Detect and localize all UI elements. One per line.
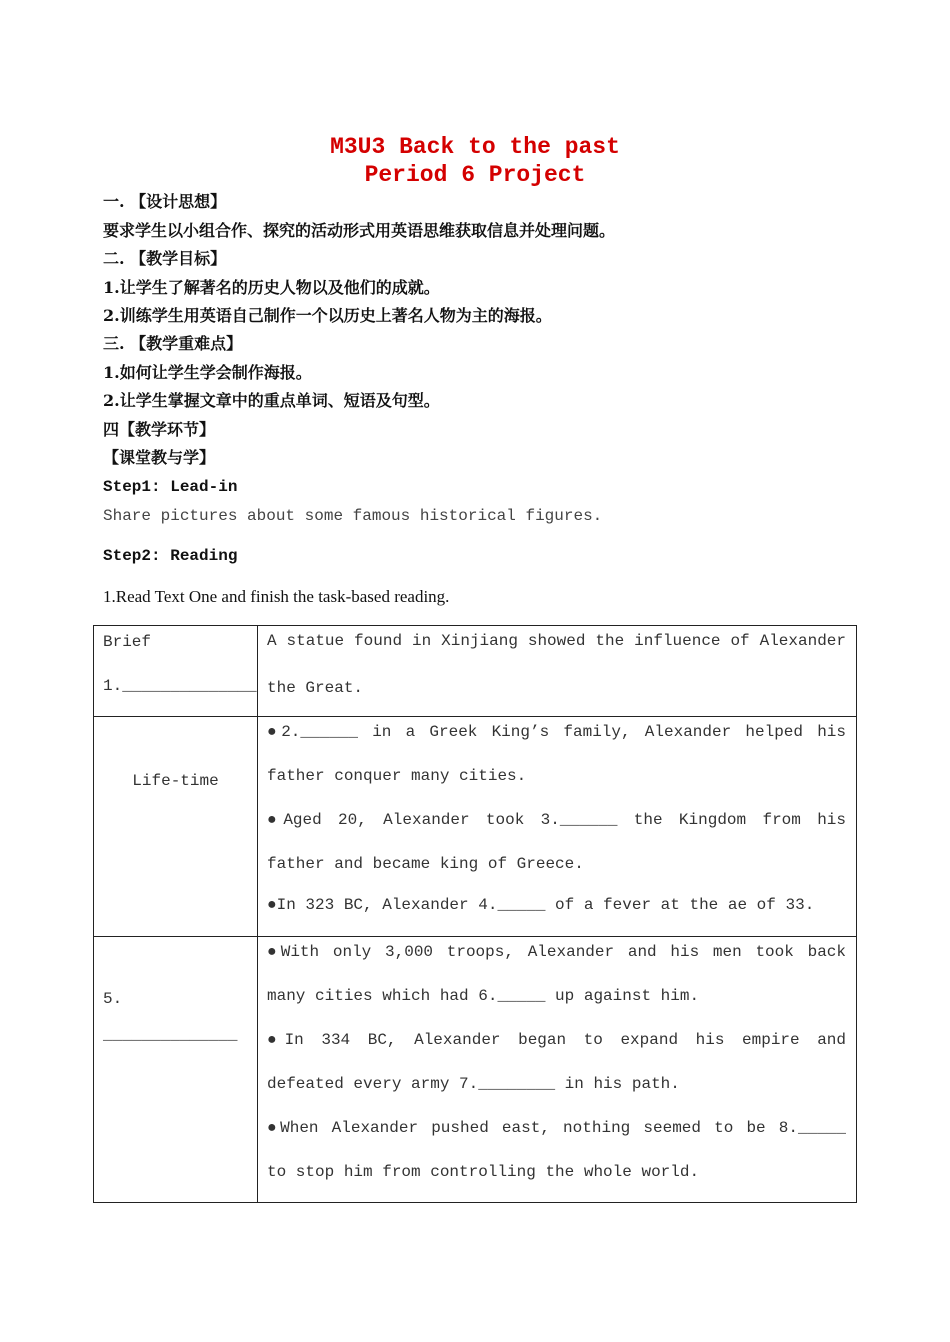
class-heading: 【课堂教与学】: [103, 448, 216, 467]
row3-text-line: defeated every army 7.________ in his path.: [267, 1075, 680, 1093]
doc-title-line2: Period 6 Project: [364, 162, 586, 188]
row3-text-line: ●With only 3,000 troops, Alexander and his men took back: [267, 943, 846, 961]
process-heading: 四【教学环节】: [103, 420, 216, 439]
task-instruction: 1.Read Text One and finish the task-based reading.: [103, 587, 450, 606]
row2-text-line: ●In 323 BC, Alexander 4._____ of a fever at the ae of 33.: [267, 896, 815, 914]
row2-text-line: ●2.______ in a Greek King’s family, Alexander helped his: [267, 723, 846, 741]
row1-text-line: the Great.: [267, 679, 364, 697]
design-heading: 一. 【设计思想】: [103, 192, 227, 211]
keypoint-item-1: 1.如何让学生学会制作海报。: [103, 363, 312, 382]
row3-text-line: to stop him from controlling the whole world.: [267, 1163, 700, 1181]
row3-left-cell: [94, 937, 258, 1203]
row3-label: 5.: [103, 990, 123, 1008]
row2-text-line: ●Aged 20, Alexander took 3.______ the Kingdom from his: [267, 811, 846, 829]
row1-right-cell: [258, 626, 857, 717]
goal-item-1: 1.让学生了解著名的历史人物以及他们的成就。: [103, 278, 440, 297]
row2-label: Life-time: [132, 772, 219, 790]
row3-right-cell: [258, 937, 857, 1203]
row3-text-line: ●In 334 BC, Alexander began to expand his empire and: [267, 1031, 846, 1049]
row1-left-cell: [94, 626, 258, 717]
table-row: [94, 937, 857, 1203]
row2-right-cell: [258, 717, 857, 937]
row2-left-cell: [94, 717, 258, 937]
row3-text-line: ●When Alexander pushed east, nothing seemed to be 8._____: [267, 1119, 846, 1137]
row2-text-line: father conquer many cities.: [267, 767, 527, 785]
step1-text: Share pictures about some famous historical figures.: [103, 507, 603, 525]
step2-heading: Step2: Reading: [103, 547, 238, 565]
design-text: 要求学生以小组合作、探究的活动形式用英语思维获取信息并处理问题。: [103, 221, 616, 240]
table-row: [94, 626, 857, 717]
goal-item-2: 2.训练学生用英语自己制作一个以历史上著名人物为主的海报。: [103, 306, 552, 325]
keypoint-item-2: 2.让学生掌握文章中的重点单词、短语及句型。: [103, 391, 440, 410]
row3-text-line: many cities which had 6._____ up against him.: [267, 987, 700, 1005]
step1-heading: Step1: Lead-in: [103, 478, 238, 496]
row1-text-line: A statue found in Xinjiang showed the influence of Alexander: [267, 632, 846, 650]
doc-title-line1: M3U3 Back to the past: [330, 134, 620, 160]
task-reading-table: [93, 625, 857, 1203]
goals-heading: 二. 【教学目标】: [103, 249, 227, 268]
row1-label: Brief: [103, 633, 152, 651]
table-row: [94, 717, 857, 937]
row2-text-line: father and became king of Greece.: [267, 855, 584, 873]
row3-blank-5: ______________: [103, 1026, 238, 1044]
row1-blank-1: 1.______________: [103, 677, 257, 695]
keypoints-heading: 三. 【教学重难点】: [103, 334, 243, 353]
